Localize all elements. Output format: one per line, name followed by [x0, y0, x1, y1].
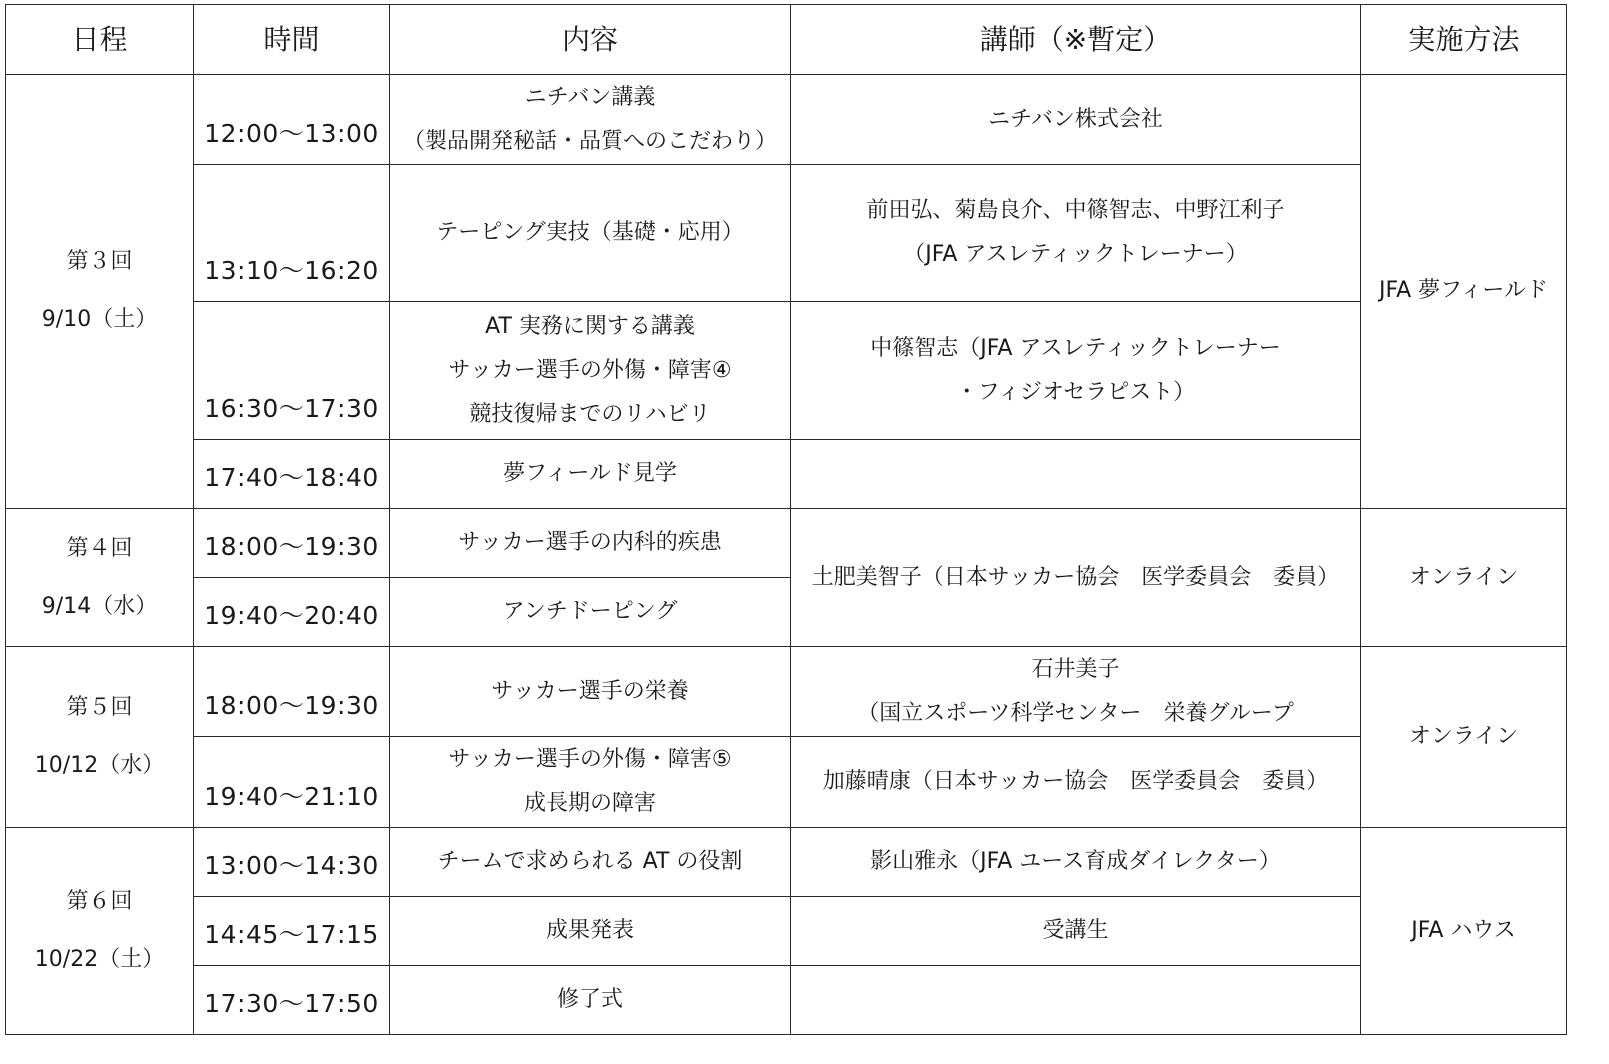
time-cell: 18:00～19:30 — [194, 647, 390, 737]
lecturer-cell — [791, 439, 1361, 508]
lecturer-cell: 石井美子 （国立スポーツ科学センター 栄養グループ — [791, 647, 1361, 737]
content-cell: AT 実務に関する講義 サッカー選手の外傷・障害④ 競技復帰までのリハビリ — [390, 302, 791, 439]
header-time: 時間 — [194, 5, 390, 75]
session-round: 第３回 — [66, 249, 133, 275]
content-cell: チームで求められる AT の役割 — [390, 827, 791, 896]
header-content: 内容 — [390, 5, 791, 75]
time-cell: 12:00～13:00 — [194, 75, 390, 165]
content-cell: 修了式 — [390, 965, 791, 1034]
session-date: 10/22（土） — [34, 946, 165, 972]
table-row — [6, 75, 1567, 165]
table-row — [6, 737, 1567, 827]
header-row — [6, 5, 1567, 75]
content-cell: 夢フィールド見学 — [390, 439, 791, 508]
lecturer-cell: 加藤晴康（日本サッカー協会 医学委員会 委員） — [791, 737, 1361, 827]
time-cell: 17:40～18:40 — [194, 439, 390, 508]
time-cell: 17:30～17:50 — [194, 965, 390, 1034]
lecturer-cell: 中篠智志（JFA アスレティックトレーナー ・フィジオセラピスト） — [791, 302, 1361, 439]
content-cell: アンチドーピング — [390, 578, 791, 647]
session-round: 第５回 — [66, 694, 133, 720]
session-date-cell — [6, 827, 194, 1034]
session-date: 9/14（水） — [41, 593, 158, 619]
session-date: 10/12（水） — [34, 752, 165, 778]
method-cell: JFA ハウス — [1361, 827, 1567, 1034]
time-cell: 14:45～17:15 — [194, 896, 390, 965]
content-cell: サッカー選手の外傷・障害⑤ 成長期の障害 — [390, 737, 791, 827]
schedule-table — [5, 4, 1567, 1035]
time-cell: 13:10～16:20 — [194, 165, 390, 302]
session-round: 第６回 — [66, 888, 133, 914]
method-cell: オンライン — [1361, 508, 1567, 646]
time-cell: 19:40～20:40 — [194, 578, 390, 647]
table-row — [6, 647, 1567, 737]
lecturer-cell: 影山雅永（JFA ユース育成ダイレクター） — [791, 827, 1361, 896]
table-row — [6, 508, 1567, 577]
lecturer-cell: 土肥美智子（日本サッカー協会 医学委員会 委員） — [791, 508, 1361, 646]
table-row — [6, 827, 1567, 896]
time-cell: 16:30～17:30 — [194, 302, 390, 439]
content-cell: サッカー選手の内科的疾患 — [390, 508, 791, 577]
header-method: 実施方法 — [1361, 5, 1567, 75]
session-date-cell — [6, 647, 194, 827]
session-date-cell — [6, 508, 194, 646]
content-cell: 成果発表 — [390, 896, 791, 965]
lecturer-cell: 前田弘、菊島良介、中篠智志、中野江利子 （JFA アスレティックトレーナー） — [791, 165, 1361, 302]
content-cell: テーピング実技（基礎・応用） — [390, 165, 791, 302]
lecturer-cell: 受講生 — [791, 896, 1361, 965]
table-row — [6, 165, 1567, 302]
session-round: 第４回 — [66, 535, 133, 561]
header-date: 日程 — [6, 5, 194, 75]
lecturer-cell: ニチバン株式会社 — [791, 75, 1361, 165]
table-row — [6, 896, 1567, 965]
table-row — [6, 439, 1567, 508]
time-cell: 19:40～21:10 — [194, 737, 390, 827]
session-date-cell — [6, 75, 194, 509]
time-cell: 18:00～19:30 — [194, 508, 390, 577]
header-lecturer: 講師（※暫定） — [791, 5, 1361, 75]
table-row — [6, 302, 1567, 439]
table-row — [6, 965, 1567, 1034]
time-cell: 13:00～14:30 — [194, 827, 390, 896]
lecturer-cell — [791, 965, 1361, 1034]
method-cell: JFA 夢フィールド — [1361, 75, 1567, 509]
method-cell: オンライン — [1361, 647, 1567, 827]
content-cell: ニチバン講義 （製品開発秘話・品質へのこだわり） — [390, 75, 791, 165]
session-date: 9/10（土） — [41, 307, 158, 333]
content-cell: サッカー選手の栄養 — [390, 647, 791, 737]
